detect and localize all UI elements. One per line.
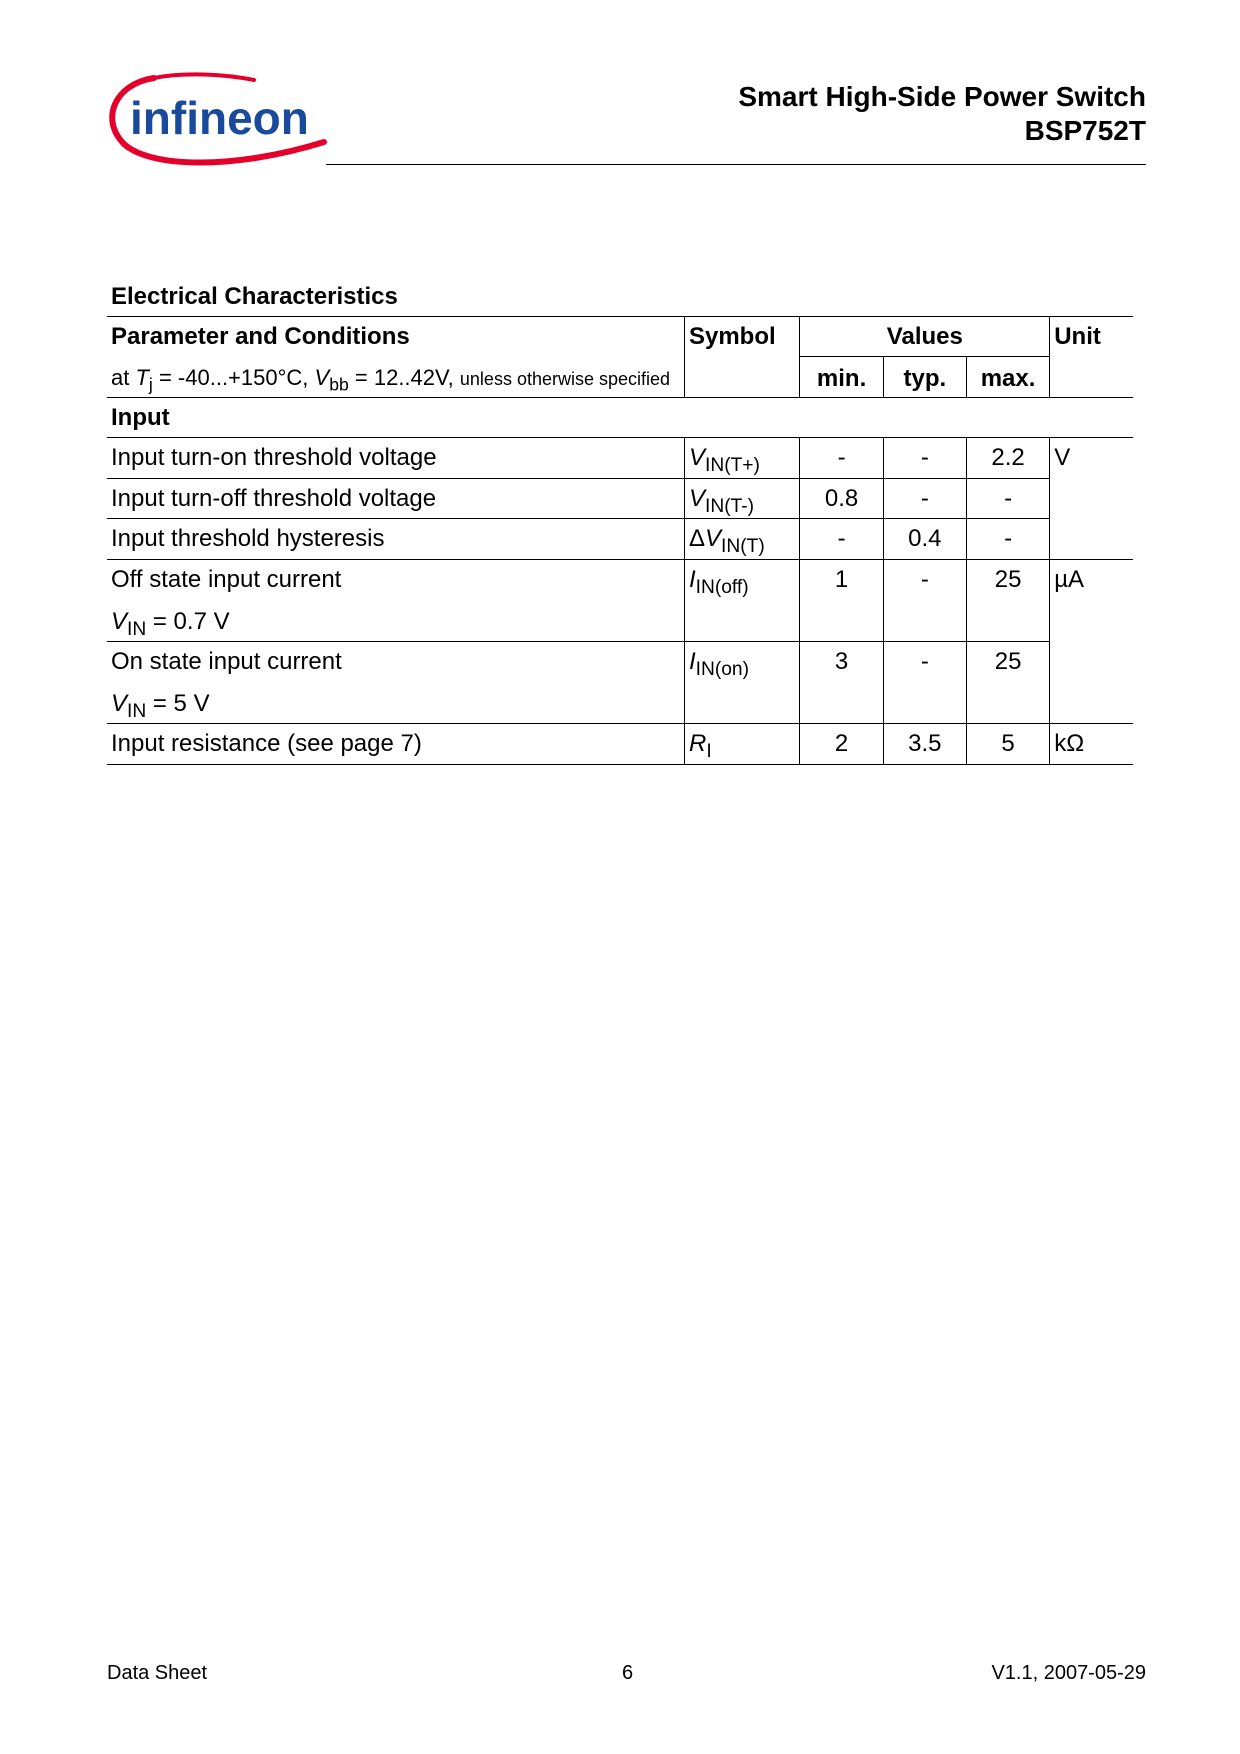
symbol-cell: $V_{IN(T+)}$	[684, 438, 799, 479]
max-cell: -	[966, 519, 1049, 560]
param-cell: Off state input current $V_{IN} = 0.7$ V	[107, 560, 684, 642]
document-title	[738, 80, 1146, 148]
max-cell: -	[966, 479, 1049, 519]
min-cell: -	[800, 438, 883, 479]
header-typ: typ.	[883, 357, 966, 398]
footer-page-number: 6	[622, 1662, 634, 1684]
typ-cell: 0.4	[883, 519, 966, 560]
max-cell: 25	[966, 642, 1049, 724]
symbol-cell: $I_{IN(off)}$	[684, 560, 799, 642]
header-symbol-blank	[684, 357, 799, 398]
conditions-cell: at $T_j = -40...+150^\circ C$, $V_{bb} = 12..42V$, unless otherwise specified	[107, 357, 684, 398]
header-rule	[326, 164, 1146, 165]
title-line2: BSP752T	[1024, 115, 1146, 146]
typ-cell: -	[883, 642, 966, 724]
symbol-cell: $V_{IN(T-)}$	[684, 479, 799, 519]
min-cell: -	[800, 519, 883, 560]
typ-cell: 3.5	[883, 724, 966, 765]
unit-cell: kΩ	[1050, 724, 1133, 765]
footer-version: V1.1, 2007-05-29	[991, 1662, 1146, 1684]
param-condition: $V_{IN} = 5$ V	[111, 690, 210, 722]
group-input: Input	[107, 398, 1133, 438]
table-row	[107, 560, 1133, 642]
unit-cell: V	[1050, 438, 1133, 560]
header-min: min.	[800, 357, 883, 398]
table-row	[107, 724, 1133, 765]
header-unit-blank	[1050, 357, 1133, 398]
header-symbol: Symbol	[684, 317, 799, 357]
min-cell: 3	[800, 642, 883, 724]
min-cell: 0.8	[800, 479, 883, 519]
param-cell: Input resistance (see page 7)	[107, 724, 684, 765]
min-cell: 1	[800, 560, 883, 642]
table-row	[107, 642, 1133, 724]
max-cell: 5	[966, 724, 1049, 765]
header-unit: Unit	[1050, 317, 1133, 357]
min-cell: 2	[800, 724, 883, 765]
typ-cell: -	[883, 560, 966, 642]
param-cell: Input turn-off threshold voltage	[107, 479, 684, 519]
header-max: max.	[966, 357, 1049, 398]
infineon-logo	[104, 70, 334, 170]
symbol-cell: $I_{IN(on)}$	[684, 642, 799, 724]
logo-wordmark: infineon	[130, 92, 309, 144]
typ-cell: -	[883, 479, 966, 519]
param-cell: Input threshold hysteresis	[107, 519, 684, 560]
typ-cell: -	[883, 438, 966, 479]
title-line1: Smart High-Side Power Switch	[738, 81, 1146, 112]
unit-cell: µA	[1050, 560, 1133, 724]
max-cell: 2.2	[966, 438, 1049, 479]
param-cell: On state input current $V_{IN} = 5$ V	[107, 642, 684, 724]
param-condition: $V_{IN} = 0.7$ V	[111, 608, 230, 640]
symbol-cell: $R_I$	[684, 724, 799, 765]
table-row	[107, 438, 1133, 479]
section-title: Electrical Characteristics	[111, 283, 398, 310]
electrical-characteristics-table	[107, 316, 1133, 765]
param-cell: Input turn-on threshold voltage	[107, 438, 684, 479]
table-row	[107, 479, 1133, 519]
footer-doc-type: Data Sheet	[107, 1662, 208, 1684]
max-cell: 25	[966, 560, 1049, 642]
table-row	[107, 519, 1133, 560]
header-parameter: Parameter and Conditions	[107, 317, 684, 357]
header-values: Values	[800, 317, 1050, 357]
symbol-cell: $\Delta V_{IN(T)}$	[684, 519, 799, 560]
